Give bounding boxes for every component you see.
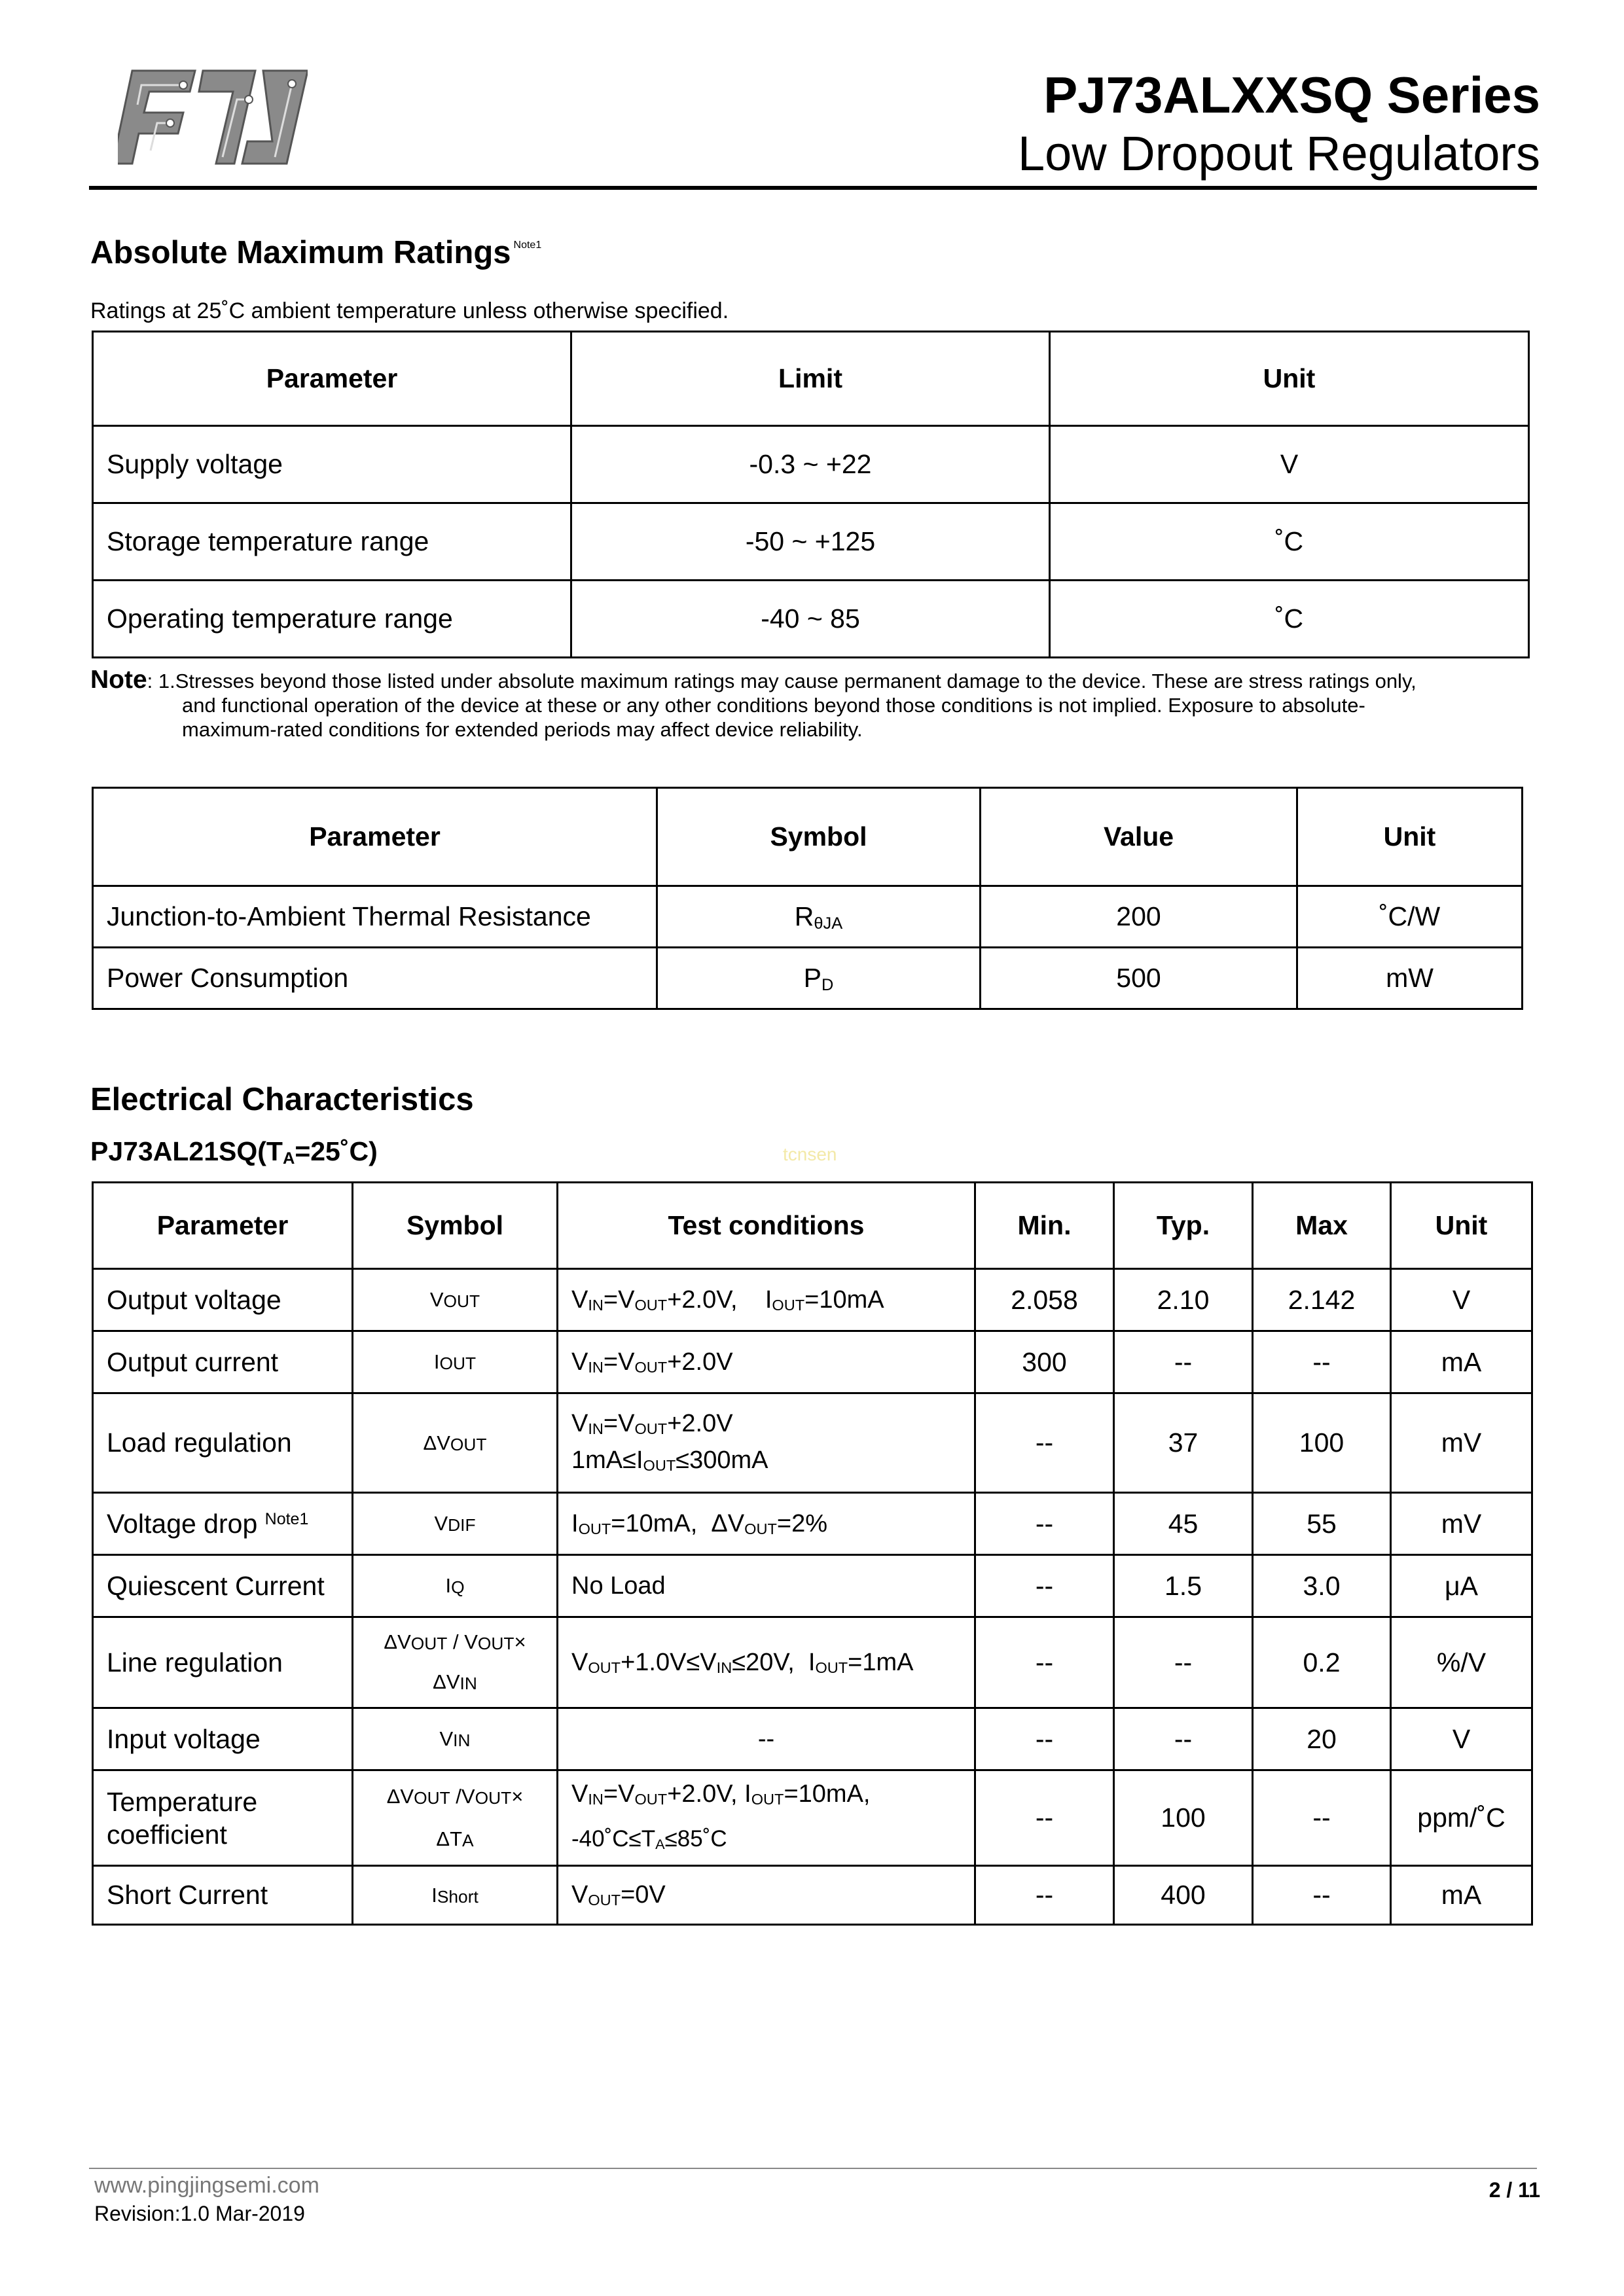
note-line-1: : 1.Stresses beyond those listed under absolute maximum ratings may cause permanent damage to the device. These are stress ratings only, (147, 670, 1416, 692)
typ-cell: 400 (1114, 1866, 1253, 1925)
unit-cell: ˚C (1050, 581, 1529, 658)
param-cell: Storage temperature range (93, 503, 571, 581)
col-header: Typ. (1114, 1183, 1253, 1269)
condition-cell: $V_{OUT}=0V$ (558, 1866, 975, 1925)
unit-cell: mV (1391, 1493, 1532, 1555)
table-row (93, 1393, 1532, 1493)
unit-cell: ˚C (1050, 503, 1529, 581)
condition-cell: $V_{IN}=V_{OUT}+2.0V$ $1mA\le I_{OUT}\le 300mA$ (558, 1393, 975, 1493)
max-cell: 2.142 (1253, 1269, 1391, 1331)
max-cell: 20 (1253, 1708, 1391, 1770)
unit-cell: mW (1297, 948, 1523, 1009)
col-header: Unit (1297, 788, 1523, 886)
table-row (93, 1708, 1532, 1770)
param-cell: Output voltage (93, 1269, 353, 1331)
symbol-cell (657, 886, 981, 948)
footer-revision: Revision:1.0 Mar-2019 (94, 2202, 305, 2225)
table-row (93, 1617, 1532, 1708)
unit-cell: V (1391, 1269, 1532, 1331)
col-header: Symbol (657, 788, 981, 886)
param-cell: Load regulation (93, 1393, 353, 1493)
abs-max-heading (90, 234, 542, 271)
param-cell: Supply voltage (93, 426, 571, 503)
unit-cell: V (1050, 426, 1529, 503)
col-header: Parameter (93, 1183, 353, 1269)
condition-cell: $V_{IN}=V_{OUT}+2.0V$, $I_{OUT}=10mA$ (558, 1269, 975, 1331)
value-cell: 200 (981, 886, 1297, 948)
param-cell (93, 1770, 353, 1866)
max-cell: 3.0 (1253, 1555, 1391, 1617)
note-label: Note (90, 666, 147, 694)
unit-cell: ppm/˚C (1391, 1770, 1532, 1866)
min-cell: -- (975, 1770, 1114, 1866)
max-cell: -- (1253, 1331, 1391, 1393)
col-header: Symbol (353, 1183, 558, 1269)
abs-max-note (90, 668, 1530, 742)
unit-cell: V (1391, 1708, 1532, 1770)
footer-rule (89, 2168, 1537, 2169)
unit-cell: mA (1391, 1866, 1532, 1925)
col-header: Value (981, 788, 1297, 886)
condition-cell: $I_{OUT}=10mA$, $\Delta V_{OUT}=2\%$ (558, 1493, 975, 1555)
abs-max-intro: Ratings at 25˚C ambient temperature unless otherwise specified. (90, 298, 729, 323)
typ-cell: 2.10 (1114, 1269, 1253, 1331)
elec-subheading-sub: A (282, 1149, 295, 1168)
table-header-row (93, 332, 1529, 426)
unit-cell: %/V (1391, 1617, 1532, 1708)
col-header: Unit (1050, 332, 1529, 426)
param-cell: Quiescent Current (93, 1555, 353, 1617)
abs-max-table (92, 331, 1530, 658)
note-line-2: and functional operation of the device at these or any other conditions beyond those conditions is not implied. Exposure to absolute- (182, 694, 1365, 717)
document-subtitle: Low Dropout Regulators (1018, 126, 1540, 181)
table-row (93, 1770, 1532, 1866)
condition-cell: $V_{IN}=V_{OUT}+2.0V$, $I_{OUT}=10mA$, $-40˚C\le T_A\le 85˚C$ (558, 1770, 975, 1866)
page-number: 2 / 11 (1489, 2178, 1540, 2202)
table-row (93, 1331, 1532, 1393)
symbol-main: R (794, 901, 814, 931)
symbol-cell: $\Delta V_{OUT} / V_{OUT}\times$ $\Delta V_{IN}$ (353, 1617, 558, 1708)
min-cell: -- (975, 1708, 1114, 1770)
unit-cell: ˚C/W (1297, 886, 1523, 948)
symbol-cell: $I_{OUT}$ (353, 1331, 558, 1393)
min-cell: 2.058 (975, 1269, 1114, 1331)
table-row (93, 426, 1529, 503)
max-cell: -- (1253, 1866, 1391, 1925)
symbol-sub: D (821, 975, 834, 994)
table-row (93, 1555, 1532, 1617)
col-header: Unit (1391, 1183, 1532, 1269)
table-row (93, 1866, 1532, 1925)
min-cell: -- (975, 1617, 1114, 1708)
typ-cell: 45 (1114, 1493, 1253, 1555)
symbol-main: P (803, 963, 821, 993)
unit-cell: mV (1391, 1393, 1532, 1493)
symbol-cell: $I_Q$ (353, 1555, 558, 1617)
note-line-3: maximum-rated conditions for extended periods may affect device reliability. (182, 718, 863, 741)
table-row (93, 1269, 1532, 1331)
param-cell: Power Consumption (93, 948, 657, 1009)
param-cell: Operating temperature range (93, 581, 571, 658)
unit-cell: μA (1391, 1555, 1532, 1617)
elec-subheading (90, 1136, 378, 1167)
min-cell: -- (975, 1393, 1114, 1493)
param-cell: Output current (93, 1331, 353, 1393)
elec-heading: Electrical Characteristics (90, 1082, 474, 1117)
typ-cell: -- (1114, 1708, 1253, 1770)
table-header-row (93, 788, 1523, 886)
param-cell (93, 1493, 353, 1555)
typ-cell: 100 (1114, 1770, 1253, 1866)
max-cell: -- (1253, 1770, 1391, 1866)
condition-cell: $V_{OUT}+1.0V\le V_{IN}\le 20V$, $I_{OUT}=1mA$ (558, 1617, 975, 1708)
col-header: Parameter (93, 788, 657, 886)
symbol-cell: $V_{DIF}$ (353, 1493, 558, 1555)
symbol-cell: $V_{IN}$ (353, 1708, 558, 1770)
param-line-2: coefficient (107, 1819, 227, 1850)
col-header: Limit (571, 332, 1050, 426)
thermal-table (92, 787, 1523, 1010)
limit-cell: -50 ~ +125 (571, 503, 1050, 581)
param-line-1: Temperature (107, 1786, 258, 1817)
table-row (93, 503, 1529, 581)
param-cell: Junction-to-Ambient Thermal Resistance (93, 886, 657, 948)
max-cell: 55 (1253, 1493, 1391, 1555)
symbol-cell: $\Delta V_{OUT}$ (353, 1393, 558, 1493)
col-header: Parameter (93, 332, 571, 426)
min-cell: -- (975, 1493, 1114, 1555)
typ-cell: 37 (1114, 1393, 1253, 1493)
table-row (93, 581, 1529, 658)
elec-subheading-end: =25˚C) (295, 1136, 378, 1166)
typ-cell: -- (1114, 1331, 1253, 1393)
company-logo (118, 65, 308, 183)
header-rule (89, 186, 1537, 190)
min-cell: -- (975, 1866, 1114, 1925)
condition-cell: -- (558, 1708, 975, 1770)
symbol-cell: $\Delta V_{OUT}$ $/V_{OUT}\times$ $\Delta T_A$ (353, 1770, 558, 1866)
min-cell: 300 (975, 1331, 1114, 1393)
symbol-cell: $I_{Short}$ (353, 1866, 558, 1925)
symbol-cell: $V_{OUT}$ (353, 1269, 558, 1331)
param-cell: Input voltage (93, 1708, 353, 1770)
table-row (93, 1493, 1532, 1555)
typ-cell: -- (1114, 1617, 1253, 1708)
condition-cell: $V_{IN}=V_{OUT}+2.0V$ (558, 1331, 975, 1393)
table-row (93, 886, 1523, 948)
condition-cell: No Load (558, 1555, 975, 1617)
max-cell: 100 (1253, 1393, 1391, 1493)
max-cell: 0.2 (1253, 1617, 1391, 1708)
param-note: Note1 (264, 1510, 309, 1528)
elec-table (92, 1181, 1533, 1926)
limit-cell: -0.3 ~ +22 (571, 426, 1050, 503)
param-text: Voltage drop (107, 1508, 258, 1539)
elec-subheading-main: PJ73AL21SQ(T (90, 1136, 283, 1166)
faint-mark: tcnsen (783, 1144, 837, 1164)
symbol-cell (657, 948, 981, 1009)
abs-max-heading-note: Note1 (513, 240, 542, 251)
unit-cell: mA (1391, 1331, 1532, 1393)
abs-max-heading-text: Absolute Maximum Ratings (90, 235, 511, 270)
symbol-sub: θJA (814, 914, 843, 933)
table-header-row (93, 1183, 1532, 1269)
table-row (93, 948, 1523, 1009)
footer-website-link[interactable]: www.pingjingsemi.com (94, 2173, 319, 2198)
limit-cell: -40 ~ 85 (571, 581, 1050, 658)
col-header: Max (1253, 1183, 1391, 1269)
param-cell: Short Current (93, 1866, 353, 1925)
param-cell: Line regulation (93, 1617, 353, 1708)
document-title: PJ73ALXXSQ Series (1043, 66, 1540, 124)
typ-cell: 1.5 (1114, 1555, 1253, 1617)
value-cell: 500 (981, 948, 1297, 1009)
col-header: Test conditions (558, 1183, 975, 1269)
min-cell: -- (975, 1555, 1114, 1617)
col-header: Min. (975, 1183, 1114, 1269)
